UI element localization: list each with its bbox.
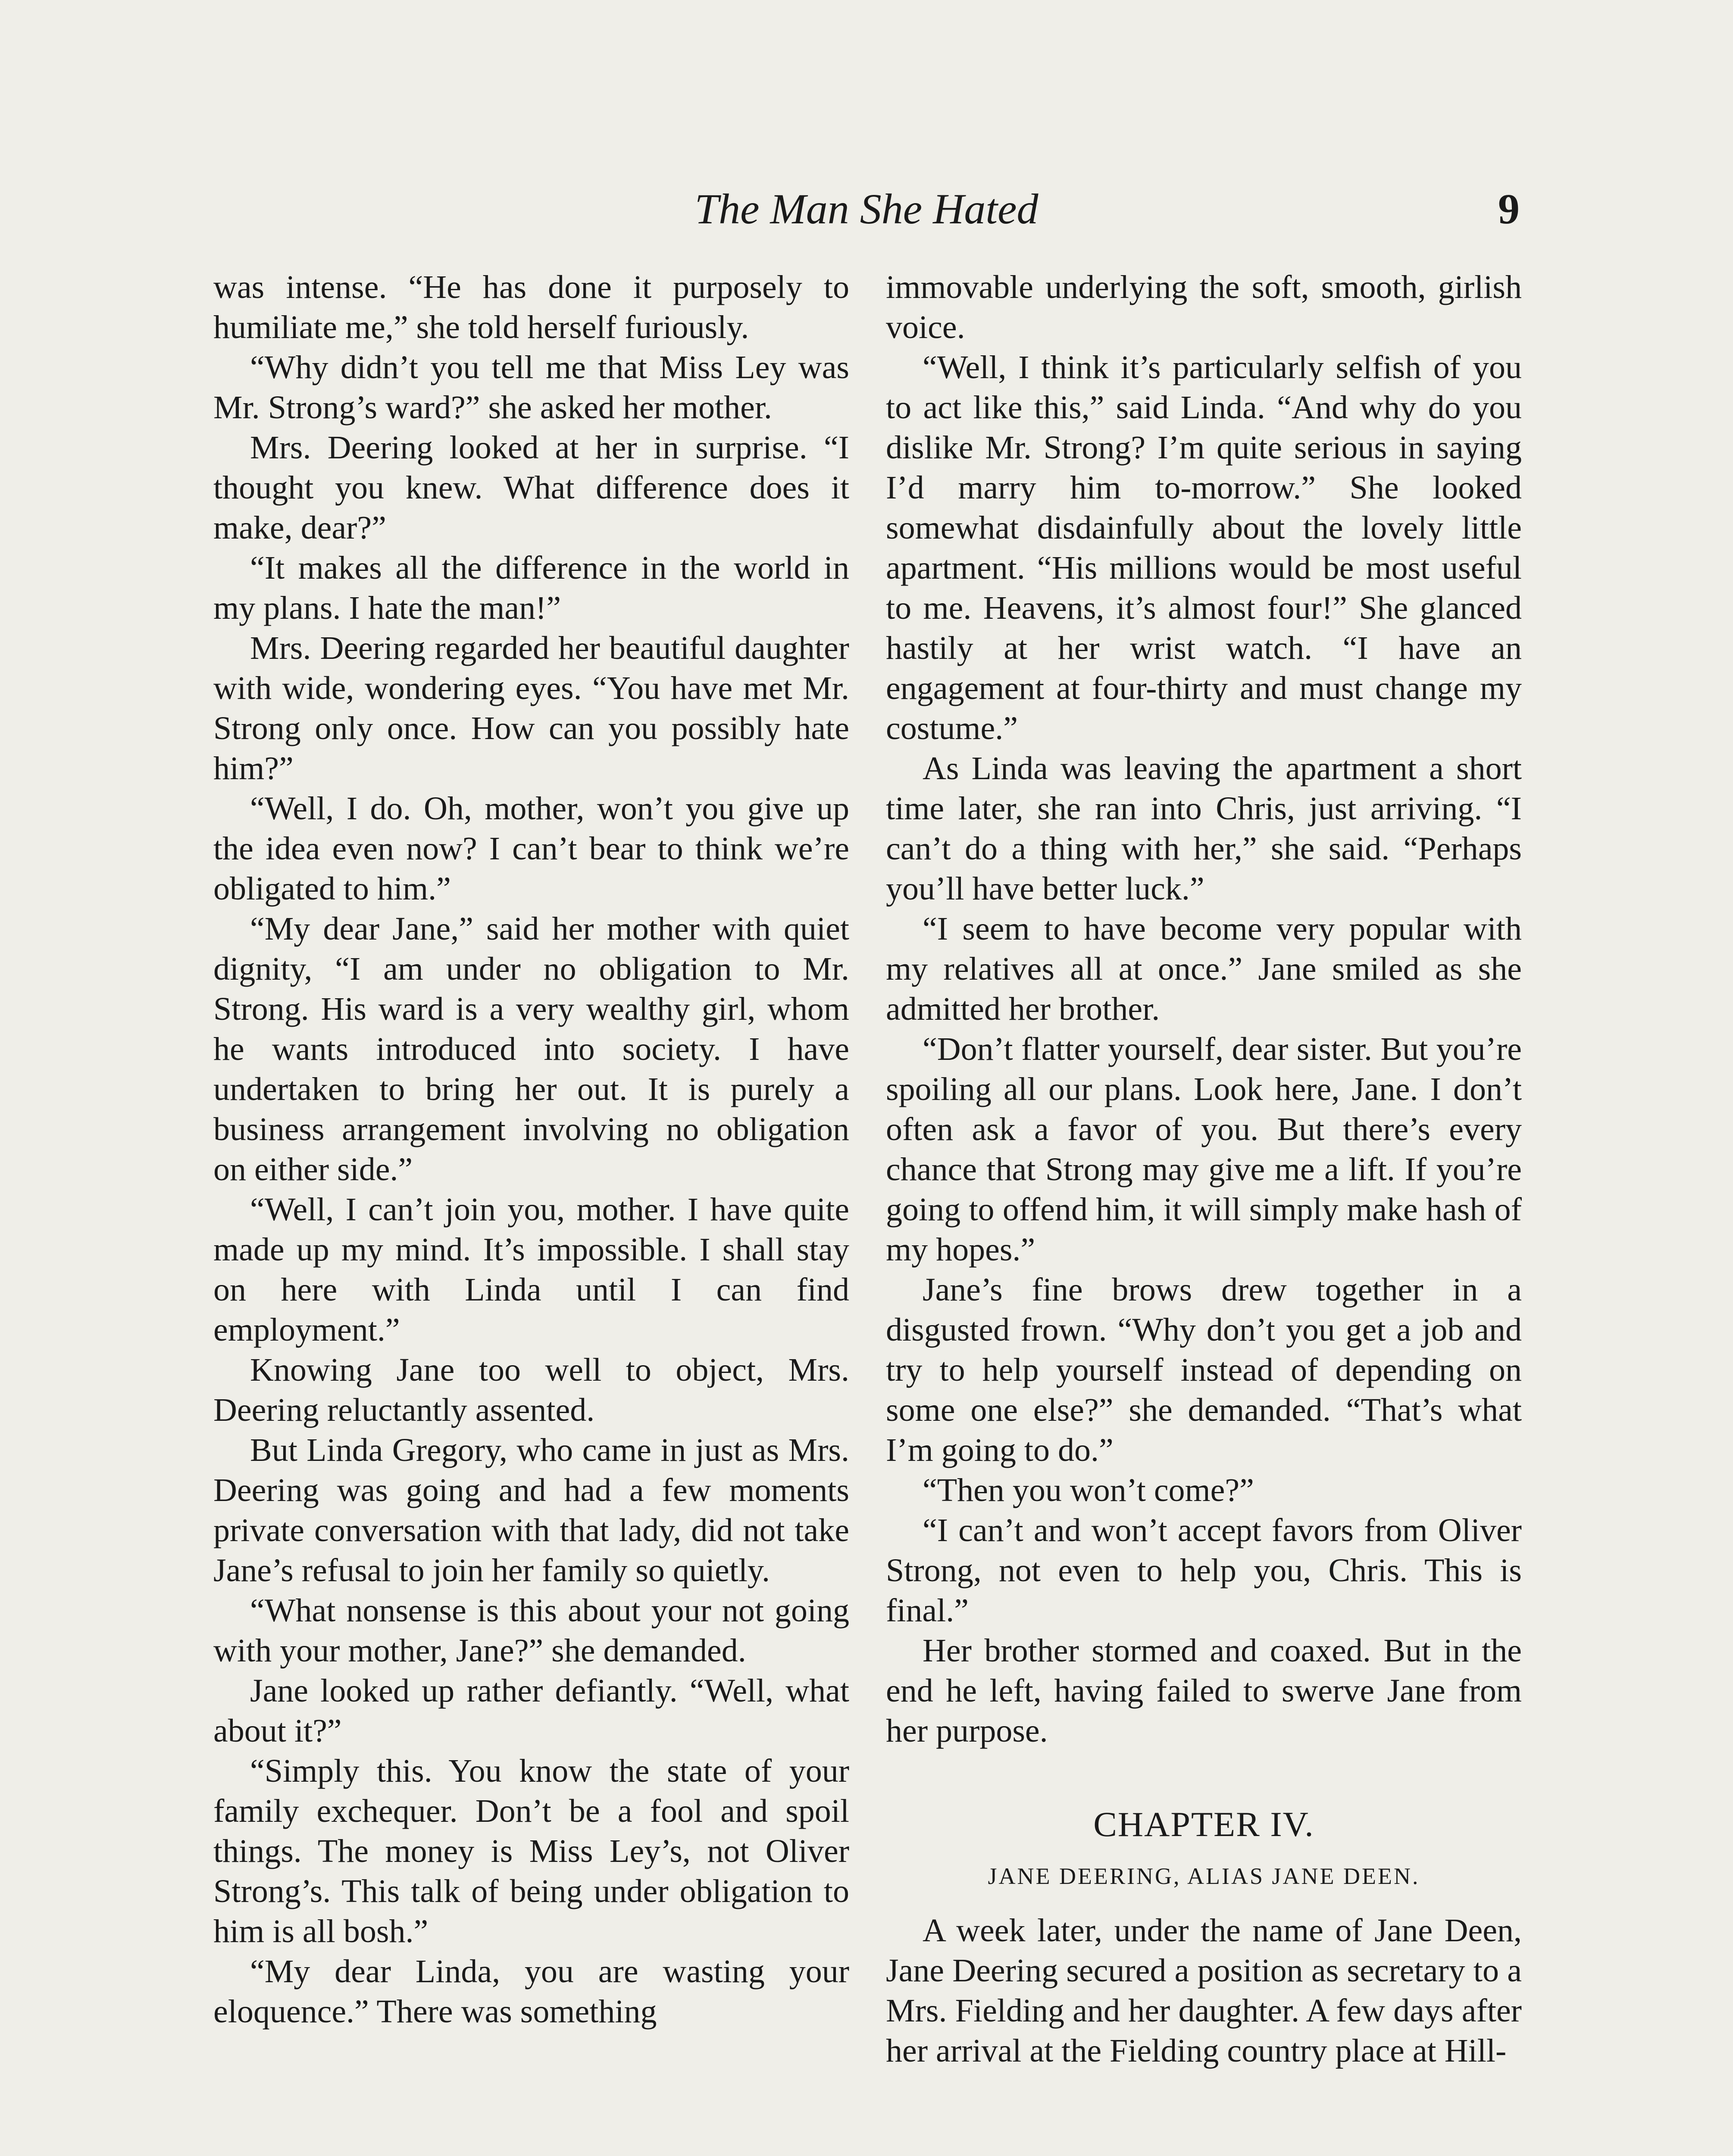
paragraph: Jane’s fine brows drew together in a disgusted frown. “Why don’t you get a job and try to help yourself instead of depending on some one else?” she demanded. “That’s what I’m going to do.” [886, 1272, 1522, 1468]
paragraph: was intense. “He has done it purposely to humiliate me,” she told herself furiously. [213, 269, 849, 345]
paragraph: “Then you won’t come?” [923, 1472, 1254, 1508]
paragraph: A week later, under the name of Jane Deen, Jane Deering secured a position as secretary to a Mrs. Fielding and her daughter. A few days after her arrival at the Fielding country place at Hill- [886, 1912, 1522, 2069]
paragraph: “My dear Jane,” said her mother with quiet dignity, “I am under no obligation to Mr. Strong. His ward is a very wealthy girl, whom he wants introduced into society. I have undertaken to bring her out. It is purely a business arrangement involving no obligation on either side.” [213, 911, 849, 1188]
paragraph: “Well, I do. Oh, mother, won’t you give up the idea even now? I can’t bear to think we’re obligated to him.” [213, 790, 849, 907]
paragraph: “Well, I think it’s particularly selfish of you to act like this,” said Linda. “And why do you dislike Mr. Strong? I’m quite serious in saying I’d marry him to-morrow.” She looked somewhat disdainfully about the lovely little apartment. “His millions would be most useful to me. Heavens, it’s almost four!” She glanced hastily at her wrist watch. “I have an engagement at four-thirty and must change my costume.” [886, 349, 1522, 746]
paragraph: “Simply this. You know the state of your family exchequer. Don’t be a fool and spoil things. The money is Miss Ley’s, not Oliver Strong’s. This talk of being under obligation to him is all bosh.” [213, 1753, 849, 1949]
running-header [213, 181, 1520, 237]
paragraph: As Linda was leaving the apartment a short time later, she ran into Chris, just arriving. “I can’t do a thing with her,” she said. “Perhaps you’ll have better luck.” [886, 750, 1522, 907]
paragraph: Her brother stormed and coaxed. But in the end he left, having failed to swerve Jane from her purpose. [886, 1633, 1522, 1749]
paragraph: “I seem to have become very popular with my relatives all at once.” Jane smiled as she admitted her brother. [886, 911, 1522, 1027]
paragraph: immovable underlying the soft, smooth, girlish voice. [886, 269, 1522, 345]
paragraph: “Don’t flatter yourself, dear sister. But you’re spoiling all our plans. Look here, Jane. I don’t often ask a favor of you. But there’s every chance that Strong may give me a lift. If you’re going to offend him, it will simply make hash of my hopes.” [886, 1031, 1522, 1268]
paragraph: “I can’t and won’t accept favors from Oliver Strong, not even to help you, Chris. This is final.” [886, 1512, 1522, 1629]
paragraph: Mrs. Deering regarded her beautiful daughter with wide, wondering eyes. “You have met Mr. Strong only once. How can you possibly hate him?” [213, 630, 849, 787]
page-number: 9 [1498, 185, 1520, 233]
right-column [886, 267, 1522, 2071]
paragraph: But Linda Gregory, who came in just as Mrs. Deering was going and had a few moments private conversation with that lady, did not take Jane’s refusal to join her family so quietly. [213, 1432, 849, 1589]
paragraph: “My dear Linda, you are wasting your eloquence.” There was something [213, 1953, 849, 2030]
paragraph: Mrs. Deering looked at her in surprise. “I thought you knew. What difference does it make, dear?” [213, 429, 849, 546]
paragraph: “Why didn’t you tell me that Miss Ley was Mr. Strong’s ward?” she asked her mother. [213, 349, 849, 426]
chapter-subheading: JANE DEERING, ALIAS JANE DEEN. [988, 1863, 1420, 1889]
paragraph: “Well, I can’t join you, mother. I have quite made up my mind. It’s impossible. I shall stay on here with Linda until I can find employment.” [213, 1191, 849, 1348]
running-title: The Man She Hated [694, 185, 1039, 233]
paragraph: Jane looked up rather defiantly. “Well, what about it?” [213, 1673, 849, 1749]
paragraph: “It makes all the difference in the world in my plans. I hate the man!” [213, 550, 849, 626]
paragraph: Knowing Jane too well to object, Mrs. Deering reluctantly assented. [213, 1352, 849, 1428]
left-column [213, 267, 849, 2032]
chapter-heading: CHAPTER IV. [1093, 1805, 1314, 1844]
paragraph: “What nonsense is this about your not going with your mother, Jane?” she demanded. [213, 1592, 849, 1669]
